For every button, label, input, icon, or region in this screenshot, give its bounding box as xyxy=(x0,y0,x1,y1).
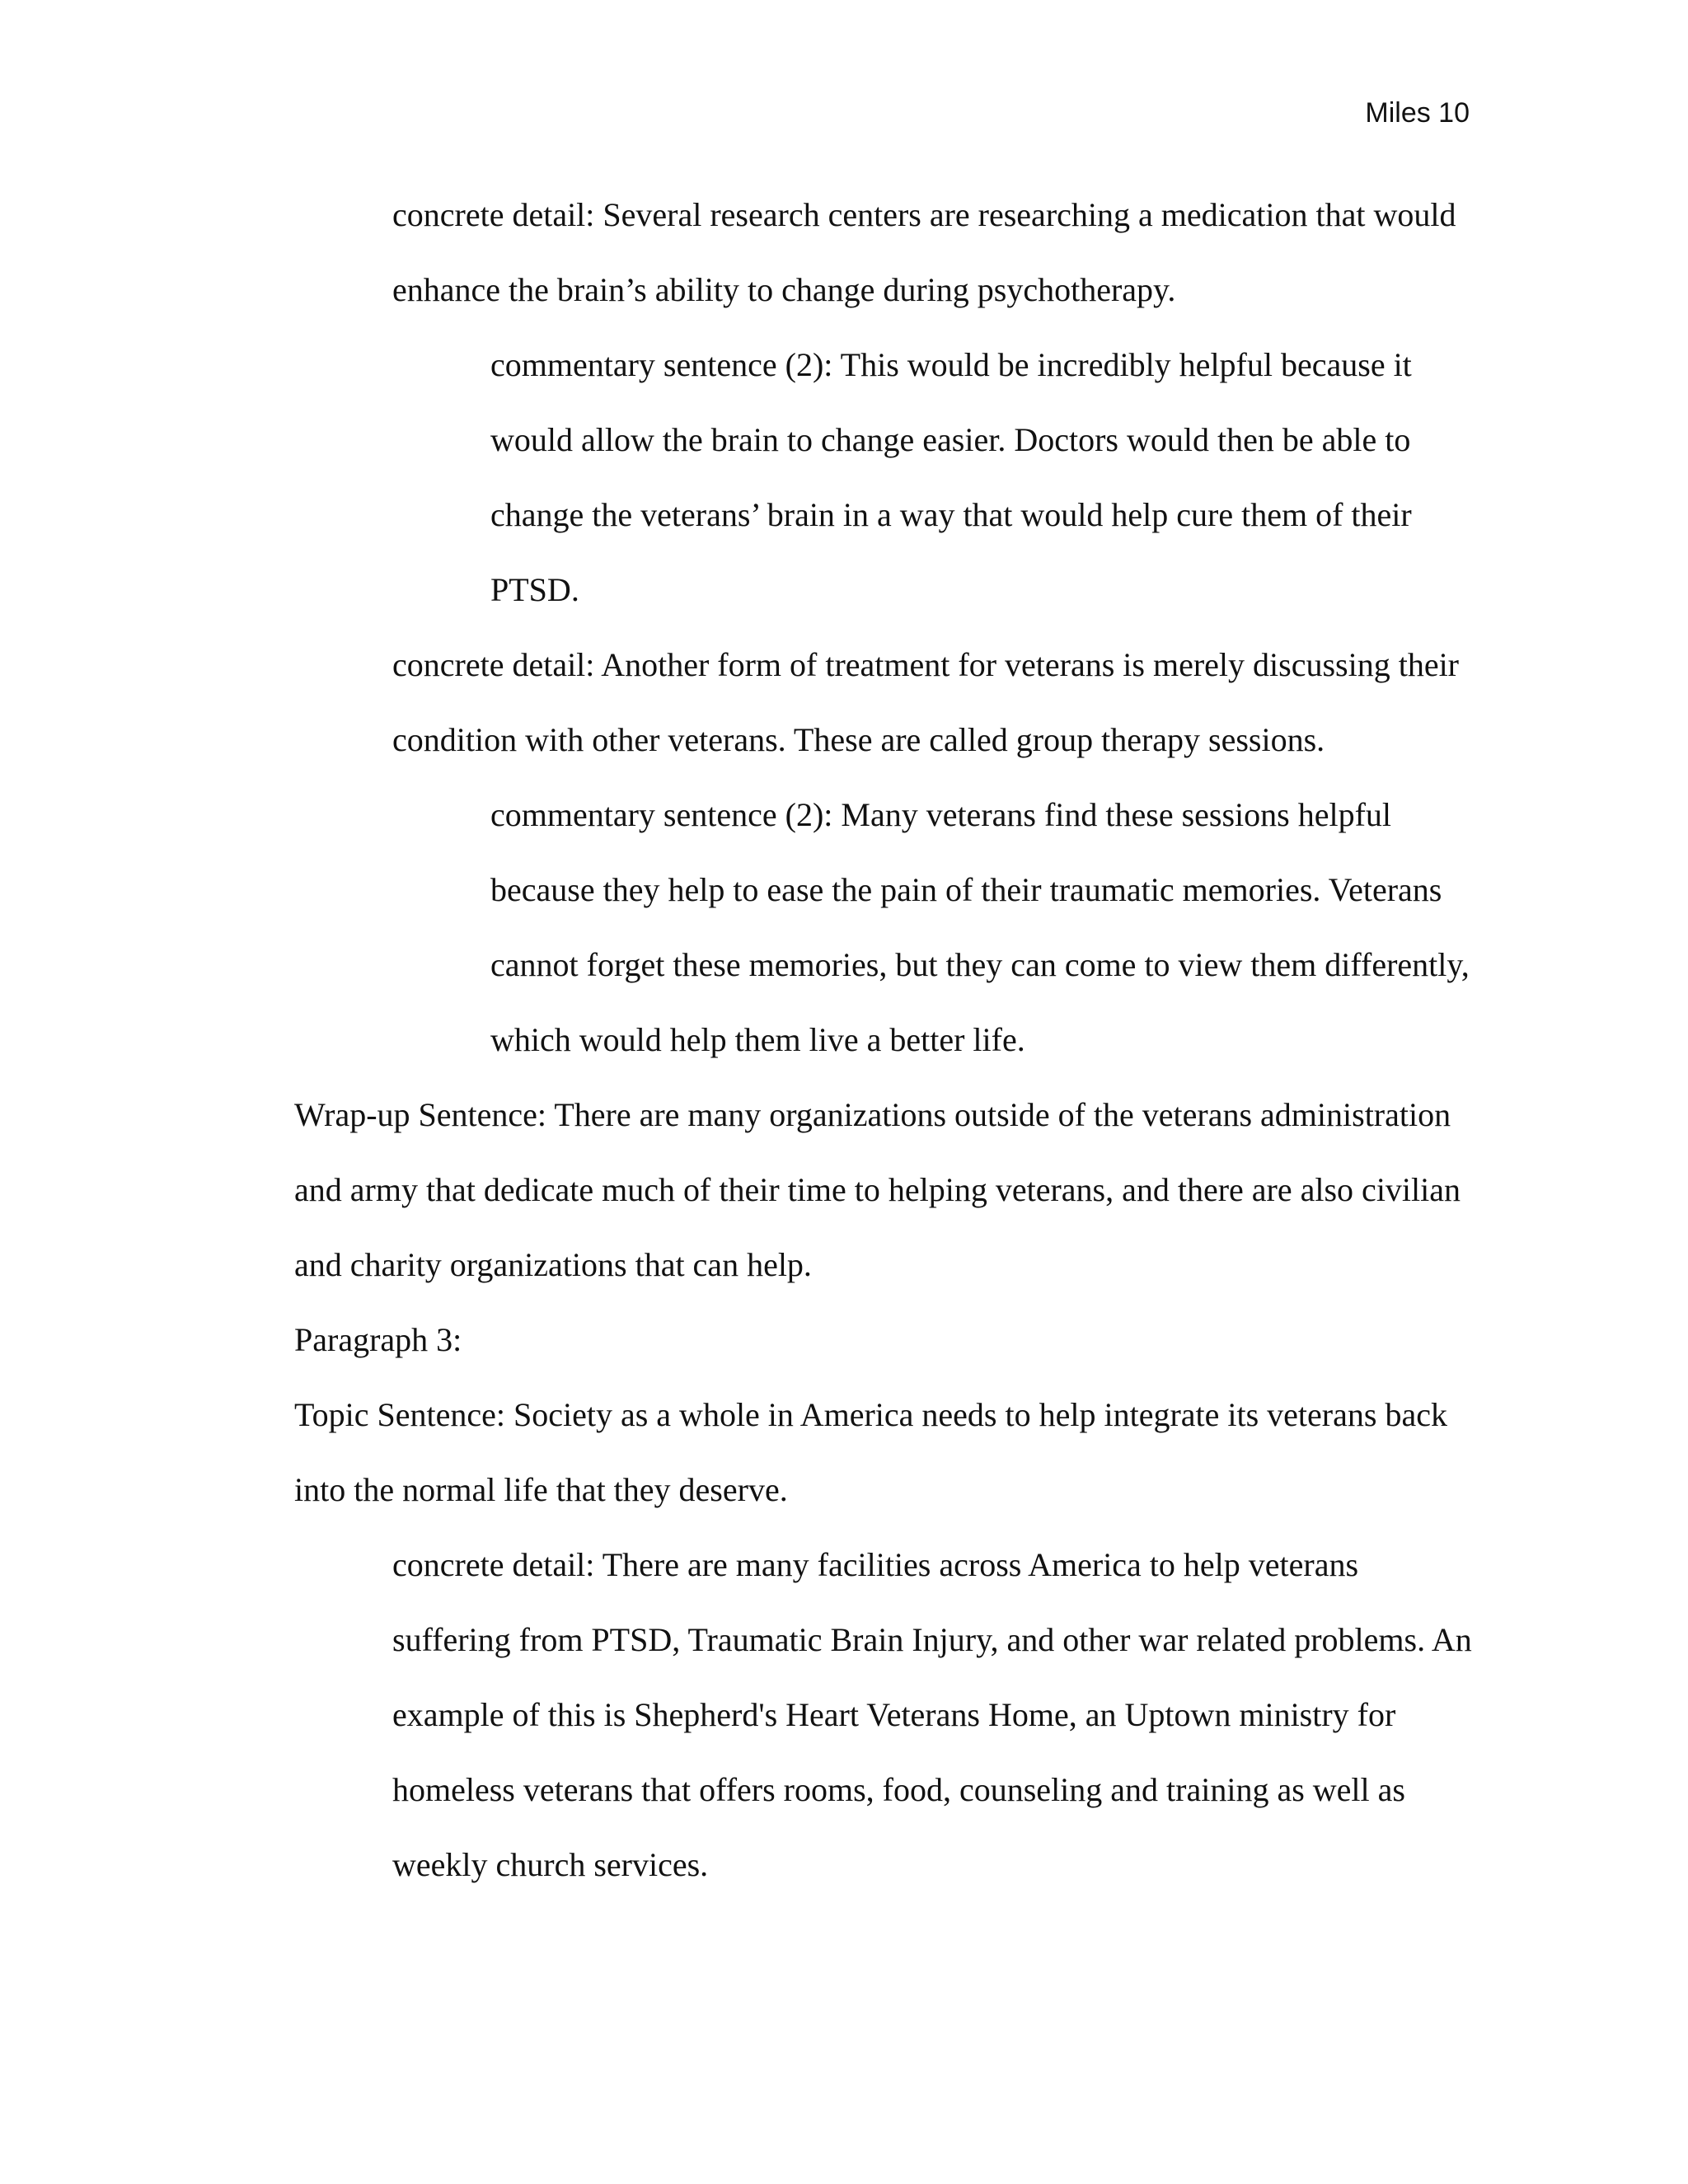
text-line: concrete detail: Several research centers are researching a medication that would xyxy=(392,196,1456,233)
text-line: weekly church services. xyxy=(392,1846,709,1883)
text-line: and charity organizations that can help. xyxy=(294,1246,812,1283)
text-line: condition with other veterans. These are called group therapy sessions. xyxy=(392,721,1325,758)
concrete-detail-block xyxy=(392,1527,1489,1902)
text-line: which would help them live a better life. xyxy=(490,1021,1025,1058)
wrap-up-sentence-block xyxy=(294,1077,1489,1302)
commentary-block xyxy=(490,327,1492,627)
text-line: concrete detail: Another form of treatment for veterans is merely discussing their xyxy=(392,646,1460,683)
text-line: Paragraph 3: xyxy=(294,1321,462,1358)
text-line: because they help to ease the pain of their traumatic memories. Veterans xyxy=(490,871,1442,908)
concrete-detail-block xyxy=(392,177,1489,327)
text-line: suffering from PTSD, Traumatic Brain Injury, and other war related problems. An xyxy=(392,1621,1472,1658)
text-line: concrete detail: There are many facilities across America to help veterans xyxy=(392,1546,1359,1583)
text-line: commentary sentence (2): Many veterans find these sessions helpful xyxy=(490,796,1392,833)
text-line: Topic Sentence: Society as a whole in America needs to help integrate its veterans back xyxy=(294,1396,1447,1433)
text-line: would allow the brain to change easier. Doctors would then be able to xyxy=(490,421,1411,458)
text-line: homeless veterans that offers rooms, food, counseling and training as well as xyxy=(392,1771,1405,1808)
text-line: commentary sentence (2): This would be incredibly helpful because it xyxy=(490,346,1412,383)
concrete-detail-block xyxy=(392,627,1489,777)
text-line: PTSD. xyxy=(490,571,579,608)
text-line: enhance the brain’s ability to change during psychotherapy. xyxy=(392,271,1176,308)
text-line: and army that dedicate much of their time to helping veterans, and there are also civilian xyxy=(294,1171,1461,1208)
text-line: example of this is Shepherd's Heart Veterans Home, an Uptown ministry for xyxy=(392,1696,1396,1733)
running-head: Miles 10 xyxy=(1365,97,1470,129)
text-line: cannot forget these memories, but they can come to view them differently, xyxy=(490,946,1470,983)
commentary-block xyxy=(490,777,1492,1077)
paragraph-heading xyxy=(294,1302,1489,1377)
topic-sentence-block xyxy=(294,1377,1489,1527)
text-line: into the normal life that they deserve. xyxy=(294,1471,788,1508)
text-line: Wrap-up Sentence: There are many organizations outside of the veterans administration xyxy=(294,1096,1451,1133)
text-line: change the veterans’ brain in a way that would help cure them of their xyxy=(490,496,1412,533)
